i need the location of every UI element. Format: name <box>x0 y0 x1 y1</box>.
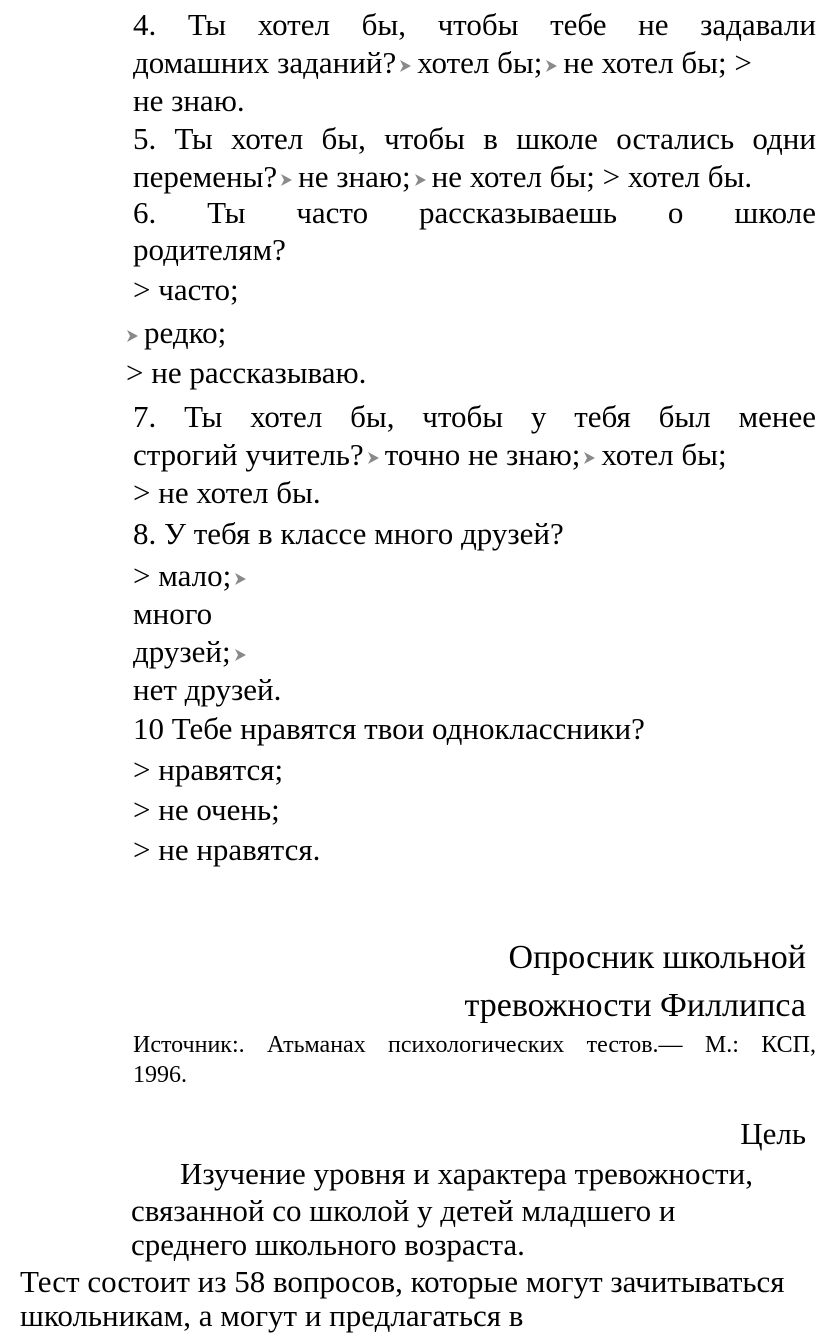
source-line1: Источник:. Атьманах психологических тестов.— М.: КСП, <box>133 1032 816 1058</box>
q5-line1: 5. Ты хотел бы, чтобы в школе остались одни <box>133 121 816 156</box>
q7-answer-yes: хотел бы; <box>601 437 727 472</box>
source-line2: 1996. <box>133 1062 187 1088</box>
arrowhead-bullet-icon <box>367 450 380 466</box>
arrowhead-bullet-icon <box>280 172 293 188</box>
section-title-line2: тревожности Филлипса <box>464 987 806 1024</box>
q6-option-never: > не рассказываю. <box>126 355 367 390</box>
q6-option-often: > часто; <box>133 272 239 307</box>
q6-option-rarely <box>126 314 226 352</box>
q7-question-end: строгий учитель? <box>133 437 364 472</box>
goal-line2: связанной со школой у детей младшего и <box>131 1193 676 1228</box>
goal-line1: Изучение уровня и характера тревожности, <box>180 1156 753 1191</box>
body-line1: Тест состоит из 58 вопросов, которые могут зачитываться <box>20 1264 785 1299</box>
q4-answer-yes: хотел бы; <box>417 45 543 80</box>
q8-option-none: нет друзей. <box>133 672 282 707</box>
q8-option-many-label: друзей; <box>133 634 231 669</box>
arrowhead-bullet-icon <box>583 450 596 466</box>
q5-question-end: перемены? <box>133 159 278 194</box>
q10-option-dislike: > не нравятся. <box>133 832 321 867</box>
goal-line3: среднего школьного возраста. <box>131 1227 525 1262</box>
q8-option-many-line1: много <box>133 596 213 631</box>
q5-answer-no: не хотел бы; > хотел бы. <box>431 159 753 194</box>
arrowhead-bullet-icon <box>126 328 139 344</box>
q5-answer-dontknow: не знаю; <box>298 159 411 194</box>
arrowhead-bullet-icon <box>234 647 247 663</box>
section-title-line1: Опросник школьной <box>508 939 806 976</box>
q8-option-few-label: > мало; <box>133 558 232 593</box>
q4-answer-no: не хотел бы; > <box>563 45 752 80</box>
q7-line3: > не хотел бы. <box>133 475 321 510</box>
q10-option-like: > нравятся; <box>133 752 284 787</box>
q7-line2 <box>133 436 727 474</box>
q6-line2: родителям? <box>133 232 286 267</box>
q10-option-notreally: > не очень; <box>133 792 280 827</box>
q8-line1: 8. У тебя в классе много друзей? <box>133 516 564 551</box>
goal-heading: Цель <box>740 1116 806 1151</box>
q7-line1: 7. Ты хотел бы, чтобы у тебя был менее <box>133 399 816 434</box>
arrowhead-bullet-icon <box>399 58 412 74</box>
q4-question-end: домашних заданий? <box>133 45 397 80</box>
q4-line2 <box>133 44 752 82</box>
q4-line1: 4. Ты хотел бы, чтобы тебе не задавали <box>133 7 816 42</box>
q10-line1: 10 Тебе нравятся твои одноклассники? <box>133 711 645 746</box>
q5-line2 <box>133 158 752 196</box>
q6-line1: 6. Ты часто рассказываешь о школе <box>133 195 816 230</box>
q6-option-rarely-label: редко; <box>144 315 227 350</box>
q8-option-many-line2 <box>133 633 252 671</box>
arrowhead-bullet-icon <box>545 58 558 74</box>
arrowhead-bullet-icon <box>414 172 427 188</box>
q8-option-few <box>133 557 252 595</box>
q4-line3: не знаю. <box>133 83 245 118</box>
body-line2: школьникам, а могут и предлагаться в <box>20 1298 524 1333</box>
q7-answer-dontknow: точно не знаю; <box>384 437 581 472</box>
arrowhead-bullet-icon <box>234 571 247 587</box>
